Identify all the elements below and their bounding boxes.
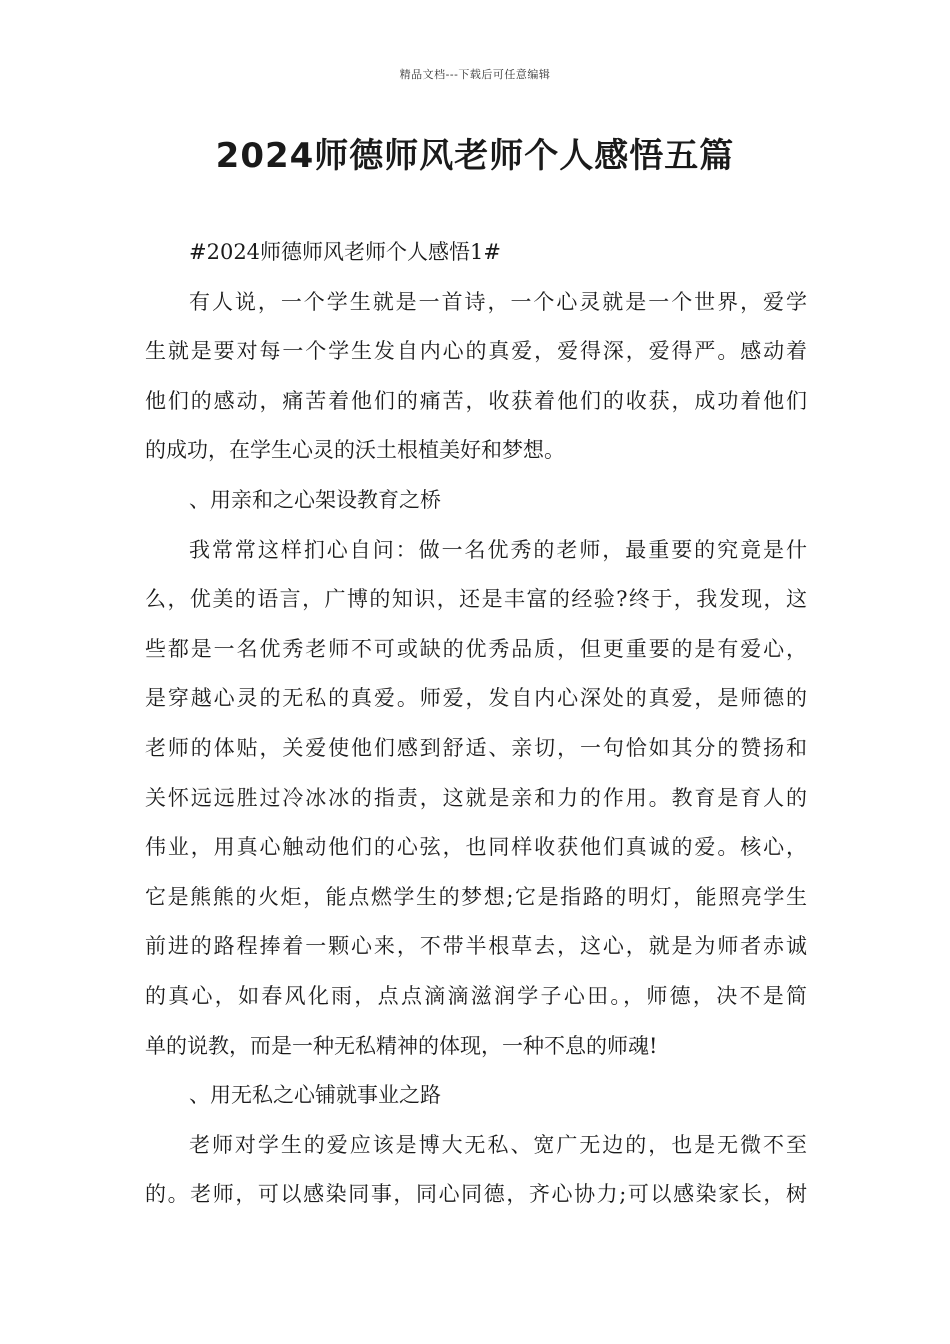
paragraph-2-line: 前进的路程捧着一颗心来，不带半根草去，这心，就是为师者赤诚 <box>145 934 807 959</box>
paragraph-3-line: 的。老师，可以感染同事，同心同德，齐心协力;可以感染家长，树 <box>145 1182 807 1207</box>
paragraph-2-line: 单的说教，而是一种无私精神的体现，一种不息的师魂! <box>145 1033 658 1058</box>
paragraph-1-line: 他们的感动，痛苦着他们的痛苦，收获着他们的收获，成功着他们 <box>145 388 807 413</box>
paragraph-2-line: 是穿越心灵的无私的真爱。师爱，发自内心深处的真爱，是师德的 <box>145 686 807 711</box>
paragraph-2-line: 些都是一名优秀老师不可或缺的优秀品质，但更重要的是有爱心， <box>145 636 807 661</box>
paragraph-1-line: 的成功，在学生心灵的沃土根植美好和梦想。 <box>145 438 565 463</box>
paragraph-2-line: 它是熊熊的火炬，能点燃学生的梦想;它是指路的明灯，能照亮学生 <box>145 884 807 909</box>
paragraph-2-line: 么，优美的语言，广博的知识，还是丰富的经验?终于，我发现，这 <box>145 587 807 612</box>
paragraph-1-line: 生就是要对每一个学生发自内心的真爱，爱得深，爱得严。感动着 <box>145 339 807 364</box>
header-note: 精品文档---下载后可任意编辑 <box>399 68 551 81</box>
paragraph-3-line: 老师对学生的爱应该是博大无私、宽广无边的，也是无微不至 <box>189 1132 807 1157</box>
paragraph-2-line: 关怀远远胜过冷冰冰的指责，这就是亲和力的作用。教育是育人的 <box>145 785 807 810</box>
section-heading: #2024师德师风老师个人感悟1# <box>189 240 501 264</box>
paragraph-2-line: 伟业，用真心触动他们的心弦，也同样收获他们真诚的爱。核心， <box>145 835 807 860</box>
subheading-1: 、用亲和之心架设教育之桥 <box>189 487 441 512</box>
paragraph-1-line: 有人说，一个学生就是一首诗，一个心灵就是一个世界，爱学 <box>189 289 807 314</box>
paragraph-2-line: 的真心，如春风化雨，点点滴滴滋润学子心田。，师德，决不是简 <box>145 983 807 1008</box>
paragraph-2-line: 我常常这样扪心自问：做一名优秀的老师，最重要的究竟是什 <box>189 537 807 562</box>
subheading-2: 、用无私之心铺就事业之路 <box>189 1083 441 1108</box>
document-title: 2024师德师风老师个人感悟五篇 <box>215 136 735 176</box>
paragraph-2-line: 老师的体贴，关爱使他们感到舒适、亲切，一句恰如其分的赞扬和 <box>145 735 807 760</box>
document-body <box>145 228 807 1220</box>
